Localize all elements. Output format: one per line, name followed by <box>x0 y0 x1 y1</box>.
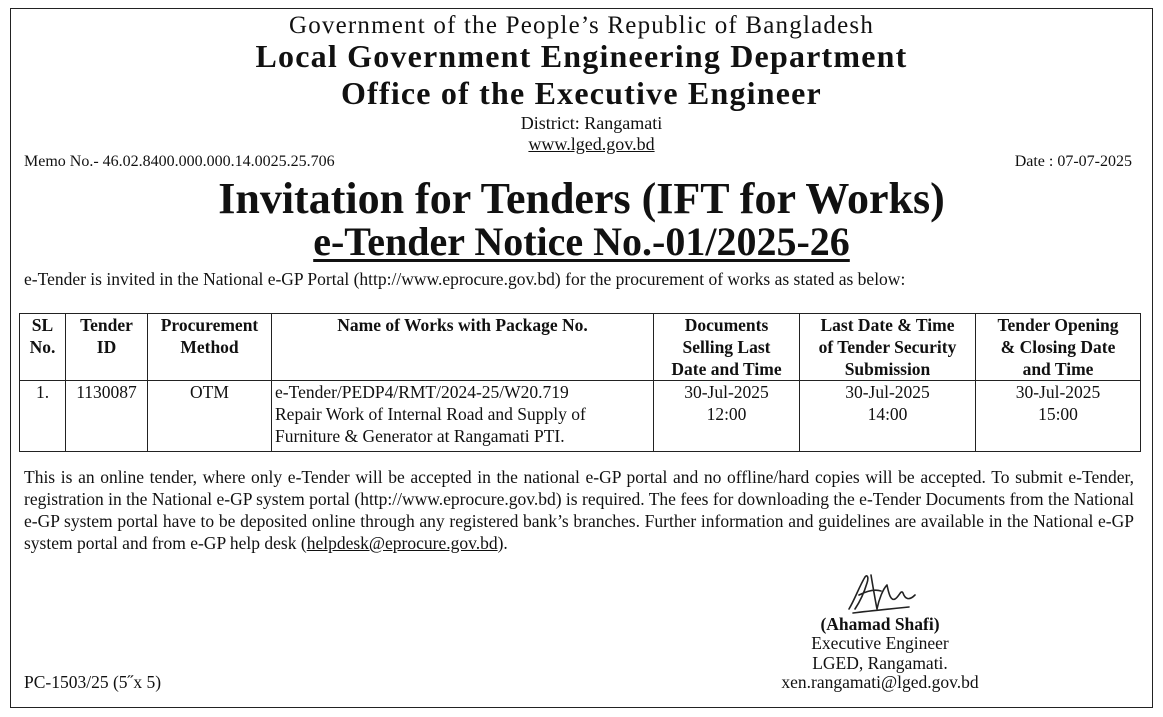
cell-doc-selling <box>654 381 800 452</box>
last-date-date: 30-Jul-2025 <box>845 382 930 402</box>
last-date-time: 14:00 <box>867 404 908 424</box>
header-last-date-line: Submission <box>844 359 931 379</box>
cell-tender-id: 1130087 <box>66 381 148 452</box>
header-method <box>148 314 272 381</box>
header-last-date <box>800 314 976 381</box>
instructions-paragraph <box>24 466 1134 554</box>
header-works <box>272 314 654 381</box>
header-doc-selling <box>654 314 800 381</box>
website-link[interactable]: www.lged.gov.bd <box>528 134 655 154</box>
table-header-row <box>20 314 1141 381</box>
department-heading: Local Government Engineering Department <box>255 38 908 74</box>
cell-method: OTM <box>148 381 272 452</box>
signature-image <box>845 569 925 617</box>
header-method-line: Method <box>180 337 239 357</box>
cell-sl: 1. <box>20 381 66 452</box>
header-doc-selling-line: Selling Last <box>682 337 771 357</box>
doc-selling-date: 30-Jul-2025 <box>684 382 769 402</box>
header-opening-line: Tender Opening <box>997 315 1119 335</box>
government-heading: Government of the People’s Republic of Bangladesh <box>288 12 875 39</box>
cell-works <box>272 381 654 452</box>
opening-date: 30-Jul-2025 <box>1015 382 1101 402</box>
header-opening <box>976 314 1141 381</box>
header-tender-id <box>66 314 148 381</box>
office-heading: Office of the Executive Engineer <box>341 75 822 111</box>
header-method-line: Procurement <box>160 315 259 335</box>
header-last-date-line: Last Date & Time <box>820 315 955 335</box>
header-works-line: Name of Works with Package No. <box>337 315 588 335</box>
invitation-text: e-Tender is invited in the National e-GP Portal (http://www.eprocure.gov.bd) for the procurement of works as stated as below: <box>24 269 906 289</box>
header-tender-id-line: Tender <box>80 315 133 335</box>
cell-opening <box>976 381 1141 452</box>
tender-table <box>19 313 1141 452</box>
doc-selling-time: 12:00 <box>706 404 747 424</box>
header-sl <box>20 314 66 381</box>
signatory-name: (Ahamad Shafi) <box>820 614 940 634</box>
works-name-line: Furniture & Generator at Rangamati PTI. <box>275 426 565 446</box>
signatory-designation: Executive Engineer <box>811 633 949 653</box>
header-opening-line: & Closing Date <box>1000 337 1116 357</box>
notice-title: Invitation for Tenders (IFT for Works) <box>218 174 945 223</box>
helpdesk-email-link[interactable]: helpdesk@eprocure.gov.bd <box>306 533 498 553</box>
memo-number: Memo No.- 46.02.8400.000.000.14.0025.25.706 <box>24 153 335 170</box>
opening-time: 15:00 <box>1038 404 1078 424</box>
notice-date: Date : 07-07-2025 <box>1014 153 1132 170</box>
instructions-text: This is an online tender, where only e-Tender will be accepted in the national e-GP portal and no offline/hard copies will be accepted. To submit e-Tender, registration in the National e-GP system portal (http://www.eprocure.gov.bd) is required. The fees for downloading the e-Tender Documents from the National e-GP system portal have to be deposited online through any registered bank’s branches. Further information and guidelines are available in the National e-GP system portal and from e-GP help desk ( <box>24 467 1134 553</box>
notice-number: e-Tender Notice No.-01/2025-26 <box>313 219 850 264</box>
signatory-email[interactable]: xen.rangamati@lged.gov.bd <box>781 672 979 692</box>
header-doc-selling-line: Date and Time <box>671 359 782 379</box>
header-sl-line: SL <box>31 315 54 335</box>
signatory-office: LGED, Rangamati. <box>812 653 948 673</box>
header-opening-line: and Time <box>1022 359 1094 379</box>
header-doc-selling-line: Documents <box>684 315 769 335</box>
footer-code: PC-1503/25 (5˝x 5) <box>24 672 162 692</box>
table-row <box>20 381 1141 452</box>
works-package-line: e-Tender/PEDP4/RMT/2024-25/W20.719 <box>275 382 569 402</box>
header-tender-id-line: ID <box>96 337 117 357</box>
cell-last-date <box>800 381 976 452</box>
instructions-end: ). <box>497 533 508 553</box>
works-name-line: Repair Work of Internal Road and Supply of <box>275 404 586 424</box>
header-sl-line: No. <box>29 337 56 357</box>
header-last-date-line: of Tender Security <box>818 337 957 357</box>
district-label: District: Rangamati <box>520 113 663 133</box>
